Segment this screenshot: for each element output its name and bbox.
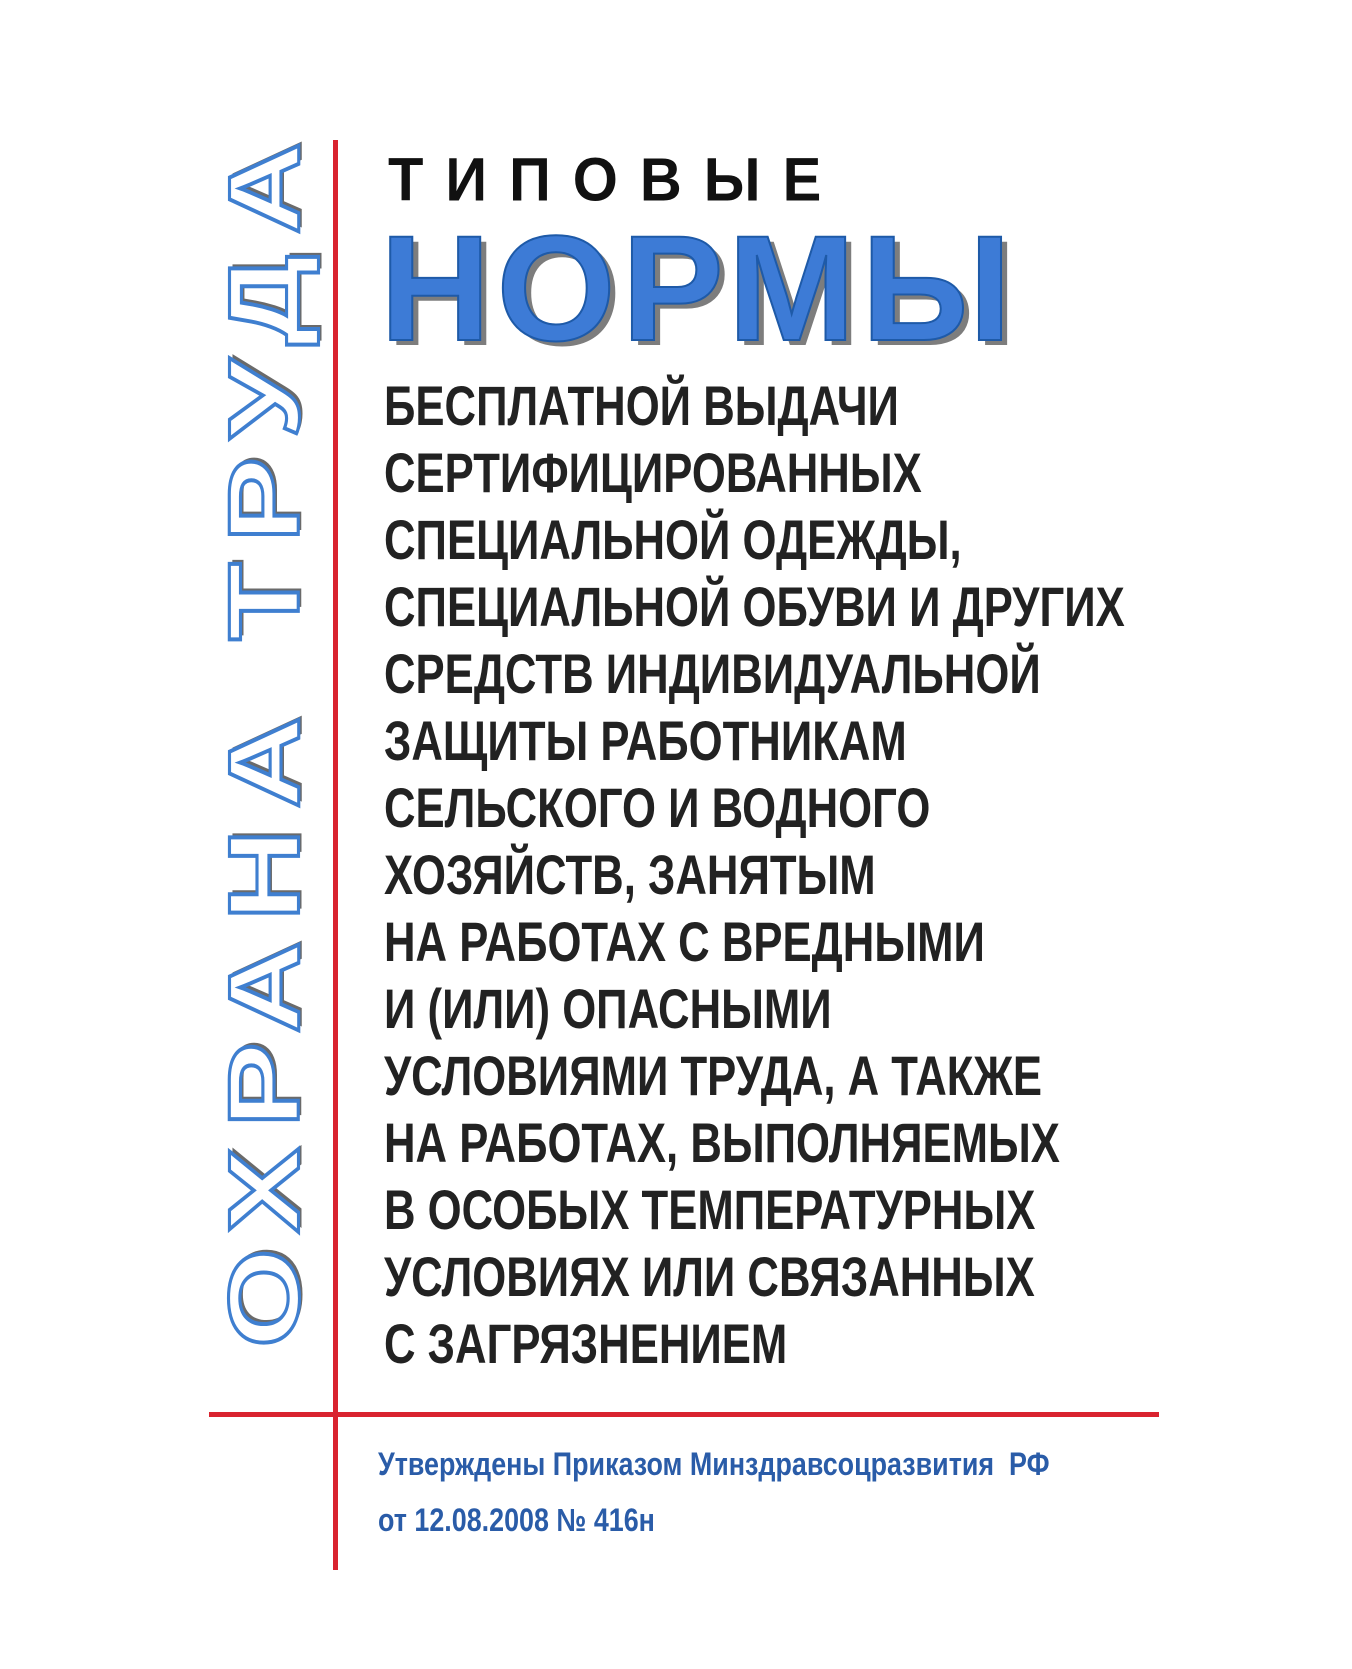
description-line: СПЕЦИАЛЬНОЙ ОДЕЖДЫ, bbox=[384, 508, 962, 571]
description-line: СЕРТИФИЦИРОВАННЫХ bbox=[384, 441, 922, 504]
description-line: НА РАБОТАХ С ВРЕДНЫМИ bbox=[384, 910, 985, 973]
description-line: И (ИЛИ) ОПАСНЫМИ bbox=[384, 977, 832, 1040]
description-line: СПЕЦИАЛЬНОЙ ОБУВИ И ДРУГИХ bbox=[384, 575, 1125, 638]
vertical-red-rule bbox=[333, 140, 338, 1570]
description-line: УСЛОВИЯХ ИЛИ СВЯЗАННЫХ bbox=[384, 1245, 1035, 1308]
description-line: БЕСПЛАТНОЙ ВЫДАЧИ bbox=[384, 374, 899, 437]
description-line: ХОЗЯЙСТВ, ЗАНЯТЫМ bbox=[384, 843, 876, 906]
description-line: ЗАЩИТЫ РАБОТНИКАМ bbox=[384, 709, 907, 772]
series-title-area bbox=[195, 122, 335, 1348]
description-line: В ОСОБЫХ ТЕМПЕРАТУРНЫХ bbox=[384, 1178, 1036, 1241]
horizontal-red-rule bbox=[209, 1412, 1159, 1417]
main-headline: НОРМЫ bbox=[380, 204, 1018, 372]
description-line: СЕЛЬСКОГО И ВОДНОГО bbox=[384, 776, 931, 839]
approval-note bbox=[378, 1436, 1050, 1548]
title-description bbox=[384, 372, 1125, 1377]
description-line: С ЗАГРЯЗНЕНИЕМ bbox=[384, 1312, 788, 1375]
series-title: ОХРАНА ТРУДА bbox=[208, 122, 321, 1348]
description-line: НА РАБОТАХ, ВЫПОЛНЯЕМЫХ bbox=[384, 1111, 1060, 1174]
approval-line: Утверждены Приказом Минздравсоцразвития РФ bbox=[378, 1446, 1050, 1482]
title-kicker: ТИПОВЫЕ bbox=[388, 145, 844, 215]
description-line: УСЛОВИЯМИ ТРУДА, А ТАКЖЕ bbox=[384, 1044, 1043, 1107]
description-line: СРЕДСТВ ИНДИВИДУАЛЬНОЙ bbox=[384, 642, 1041, 705]
approval-date-line: от 12.08.2008 № 416н bbox=[378, 1502, 655, 1538]
